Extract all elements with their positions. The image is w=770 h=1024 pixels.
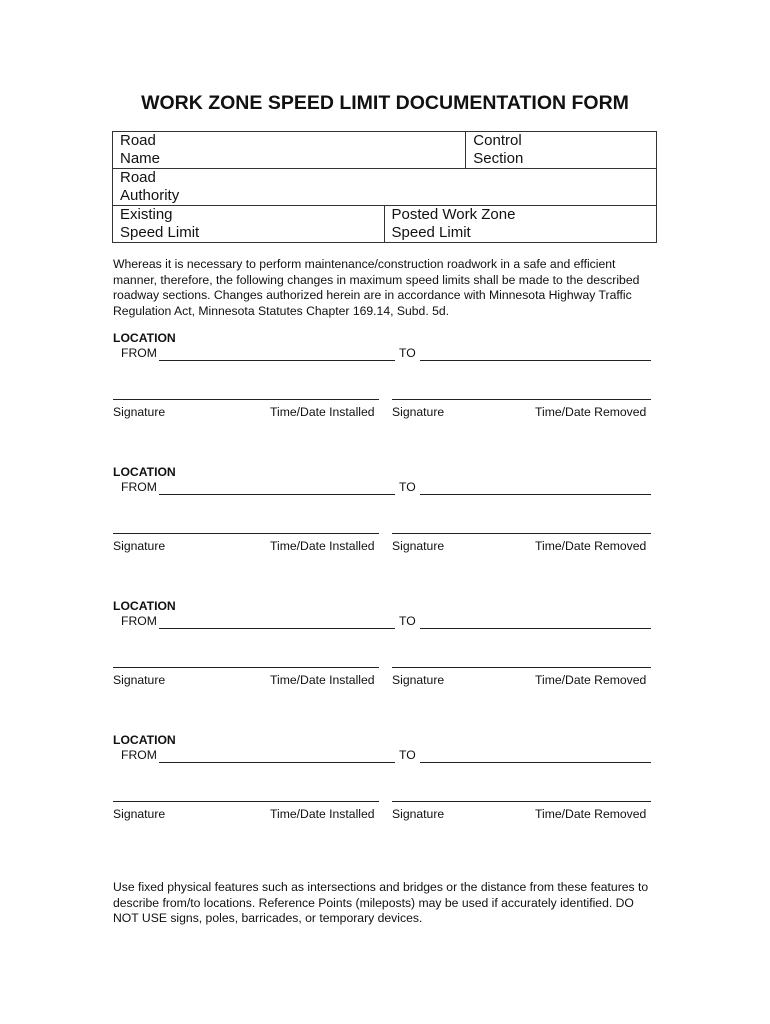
header-fields-table [112, 131, 657, 243]
existing-speed-limit-field[interactable] [113, 206, 385, 243]
control-section-field[interactable] [466, 132, 657, 169]
from-label: FROM [121, 748, 157, 762]
control-section-label: Control Section [473, 132, 524, 167]
road-name-field[interactable] [113, 132, 466, 169]
from-input-line[interactable] [159, 360, 395, 361]
to-label: TO [399, 346, 416, 360]
removal-signature-label: Signature [392, 673, 445, 687]
from-input-line[interactable] [159, 628, 395, 629]
existing-speed-limit-label: Existing Speed Limit [120, 206, 200, 241]
install-signature-label: Signature [113, 673, 166, 687]
from-label: FROM [121, 346, 157, 360]
install-signature-line[interactable] [113, 399, 379, 400]
intro-paragraph: Whereas it is necessary to perform maintenance/construction roadwork in a safe and efficient manner, therefore, the following changes in maximum speed limits shall be made to the described roadway sections. Changes authorized herein are in accordance with Minnesota Highway Traffic Regulation Act, Minnesota Statutes Chapter 169.14, Subd. 5d. [113, 257, 640, 318]
to-input-line[interactable] [420, 628, 651, 629]
posted-work-zone-speed-limit-label: Posted Work Zone Speed Limit [391, 206, 516, 241]
removal-signature-line[interactable] [392, 533, 651, 534]
install-signature-line[interactable] [113, 533, 379, 534]
to-input-line[interactable] [420, 494, 651, 495]
time-date-installed-label: Time/Date Installed [270, 673, 375, 687]
from-label: FROM [121, 614, 157, 628]
time-date-removed-label: Time/Date Removed [535, 539, 647, 553]
to-input-line[interactable] [420, 360, 651, 361]
install-signature-label: Signature [113, 539, 166, 553]
time-date-installed-label: Time/Date Installed [270, 539, 375, 553]
install-signature-line[interactable] [113, 667, 379, 668]
location-block [113, 599, 658, 694]
road-name-label: Road Name [120, 132, 161, 167]
removal-signature-label: Signature [392, 539, 445, 553]
install-signature-label: Signature [113, 405, 166, 419]
posted-work-zone-speed-limit-field[interactable] [384, 206, 657, 243]
instructions-note: Use fixed physical features such as intersections and bridges or the distance from these features to describe from/to locations. Reference Points (mileposts) may be used if accurately identified. DO NOT USE signs, poles, barricades, or temporary devices. [113, 880, 649, 926]
location-block [113, 465, 658, 560]
from-label: FROM [121, 480, 157, 494]
road-authority-field[interactable] [113, 169, 657, 206]
time-date-installed-label: Time/Date Installed [270, 405, 375, 419]
form-title: WORK ZONE SPEED LIMIT DOCUMENTATION FORM [141, 92, 629, 114]
location-block [113, 331, 658, 426]
location-label: LOCATION [113, 599, 176, 613]
from-input-line[interactable] [159, 762, 395, 763]
to-label: TO [399, 480, 416, 494]
to-input-line[interactable] [420, 762, 651, 763]
removal-signature-line[interactable] [392, 399, 651, 400]
time-date-removed-label: Time/Date Removed [535, 807, 647, 821]
location-label: LOCATION [113, 331, 176, 345]
removal-signature-label: Signature [392, 405, 445, 419]
removal-signature-line[interactable] [392, 667, 651, 668]
location-block [113, 733, 658, 828]
install-signature-label: Signature [113, 807, 166, 821]
to-label: TO [399, 614, 416, 628]
removal-signature-label: Signature [392, 807, 445, 821]
road-authority-label: Road Authority [120, 169, 180, 204]
to-label: TO [399, 748, 416, 762]
install-signature-line[interactable] [113, 801, 379, 802]
location-label: LOCATION [113, 465, 176, 479]
time-date-removed-label: Time/Date Removed [535, 405, 647, 419]
from-input-line[interactable] [159, 494, 395, 495]
time-date-removed-label: Time/Date Removed [535, 673, 647, 687]
location-label: LOCATION [113, 733, 176, 747]
time-date-installed-label: Time/Date Installed [270, 807, 375, 821]
removal-signature-line[interactable] [392, 801, 651, 802]
